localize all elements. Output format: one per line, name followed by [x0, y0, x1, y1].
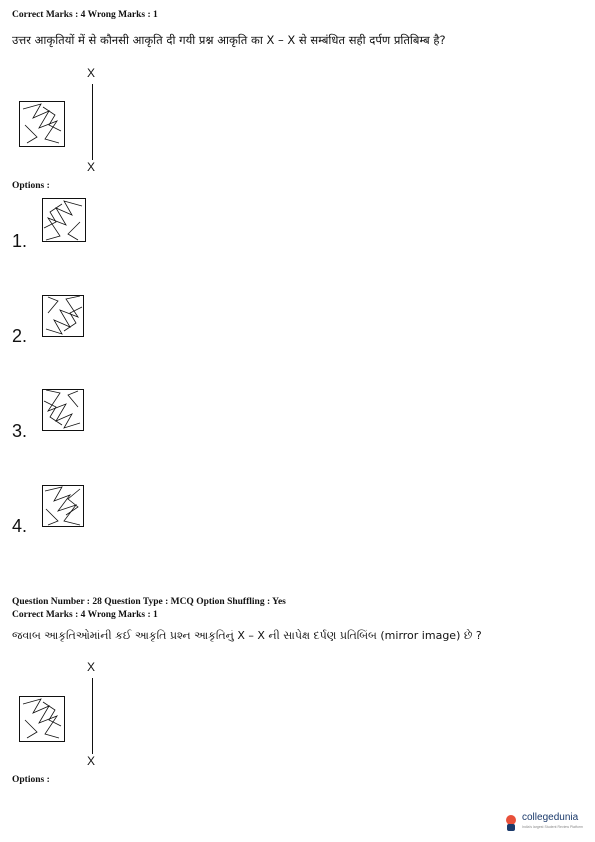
option-3-number: 3. [12, 421, 28, 441]
question-header-line: Question Number : 28 Question Type : MCQ Option Shuffling : Yes [12, 597, 286, 607]
marks-line: Correct Marks : 4 Wrong Marks : 1 [12, 10, 158, 20]
question-figure [19, 696, 65, 742]
axis-label-top: X [87, 660, 96, 674]
options-label: Options : [12, 775, 50, 785]
option-1-number: 1. [12, 231, 28, 251]
marks-line: Correct Marks : 4 Wrong Marks : 1 [12, 610, 158, 620]
question-figure [19, 101, 65, 147]
mascot-icon [504, 814, 518, 832]
question-text: જવાબ આકૃતિઓમાંની કઈ આકૃતિ પ્રશ્ન આકૃતિનું X – X ની સાપેક્ષ દર્પણ પ્રતિબિંબ (mirror image) છે ? [12, 629, 482, 642]
option-3-figure[interactable] [42, 389, 84, 431]
mirror-axis-line [92, 84, 93, 160]
collegedunia-logo [504, 810, 592, 836]
mirror-axis-line [92, 678, 93, 754]
option-2-figure[interactable] [42, 295, 84, 337]
axis-label-bottom: X [87, 160, 96, 174]
options-label: Options : [12, 181, 50, 191]
question-text: उत्तर आकृतियों में से कौनसी आकृति दी गयी प्रश्न आकृति का X – X से सम्बंधित सही दर्पण प्रतिबिम्ब है? [12, 33, 446, 47]
option-2-number: 2. [12, 326, 28, 346]
axis-label-bottom: X [87, 754, 96, 768]
logo-name: collegedunia [522, 812, 579, 823]
option-4-figure[interactable] [42, 485, 84, 527]
option-1-figure[interactable] [42, 198, 86, 242]
option-4-number: 4. [12, 516, 28, 536]
axis-label-top: X [87, 66, 96, 80]
logo-tagline: India's largest Student Review Platform [522, 825, 583, 829]
